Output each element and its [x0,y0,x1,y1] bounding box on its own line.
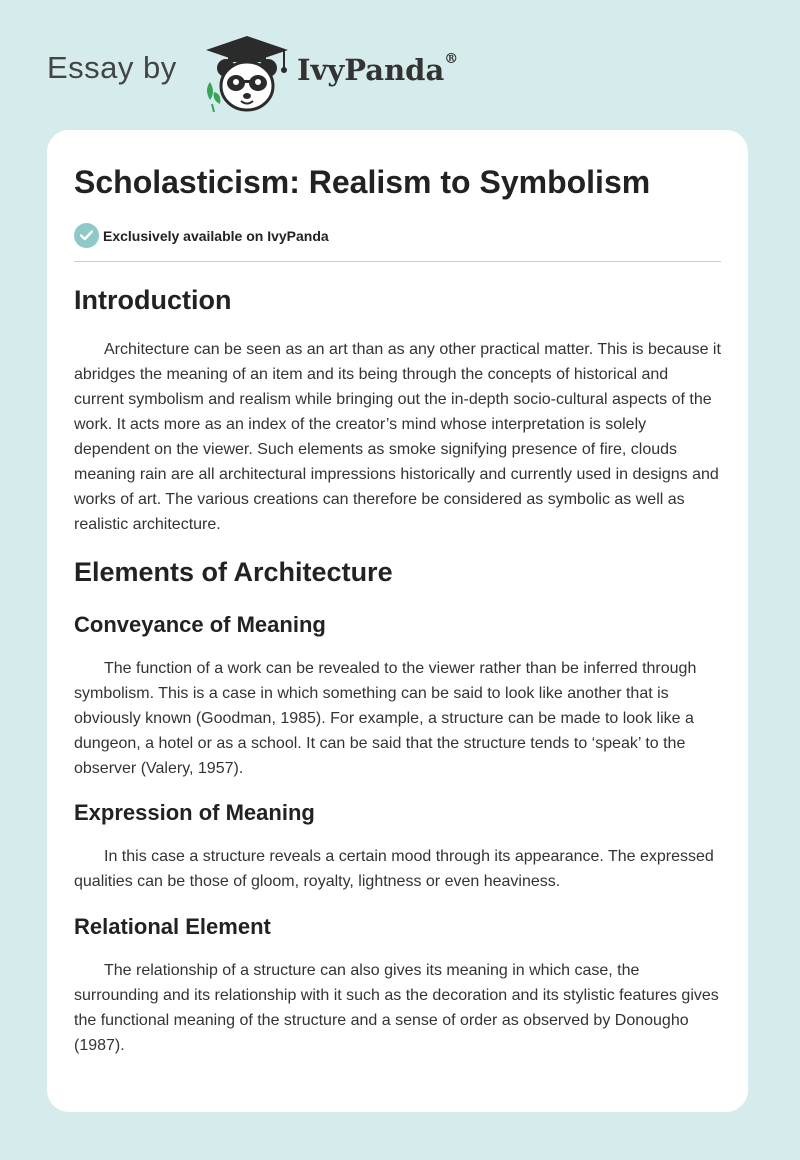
section-heading-introduction: Introduction [74,285,232,315]
panda-graduate-icon[interactable] [202,34,292,114]
exclusive-label: Exclusively available on IvyPanda [103,227,329,244]
page-title: Scholasticism: Realism to Symbolism [74,164,651,200]
section-heading-elements: Elements of Architecture [74,557,393,587]
exclusive-badge [74,223,329,248]
brand-name[interactable]: IvyPanda® [297,51,459,87]
check-circle-icon [74,223,99,248]
subheading-conveyance: Conveyance of Meaning [74,612,326,637]
paragraph-relational: The relationship of a structure can also gives its meaning in which case, the surrounding and its relationship with it such as the decoration and its stylistic features gives the functional meaning of the structure and a sense of order as observed by Donougho (1987). [74,962,719,1054]
article-content [74,282,721,1058]
subheading-expression: Expression of Meaning [74,800,315,825]
site-header [0,0,800,130]
paragraph-introduction: Architecture can be seen as an art than as any other practical matter. This is because it abridges the meaning of an item and its being through the concepts of historical and current symbolism and realism while bringing out the in-depth socio-cultural aspects of the work. It acts more as an index of the creator’s mind whose interpretation is solely dependent on the viewer. Such elements as smoke signifying presence of fire, clouds meaning rain are all architectural impressions historically and currently used in designs and works of art. The various creations can therefore be considered as symbolic as well as realistic architecture. [74,341,721,533]
paragraph-expression: In this case a structure reveals a certain mood through its appearance. The expressed qualities can be those of gloom, royalty, lightness or even heaviness. [74,848,714,890]
divider [74,261,721,262]
essay-by-label: Essay by [47,50,177,85]
article-card [47,130,748,1112]
subheading-relational: Relational Element [74,914,271,939]
paragraph-conveyance: The function of a work can be revealed to the viewer rather than be inferred through symbolism. This is a case in which something can be said to look like another that is obviously known (Goodman, 1985). For example, a structure can be made to look like a dungeon, a hotel or as a school. It can be said that the structure tends to ‘speak’ to the observer (Valery, 1957). [74,660,697,777]
